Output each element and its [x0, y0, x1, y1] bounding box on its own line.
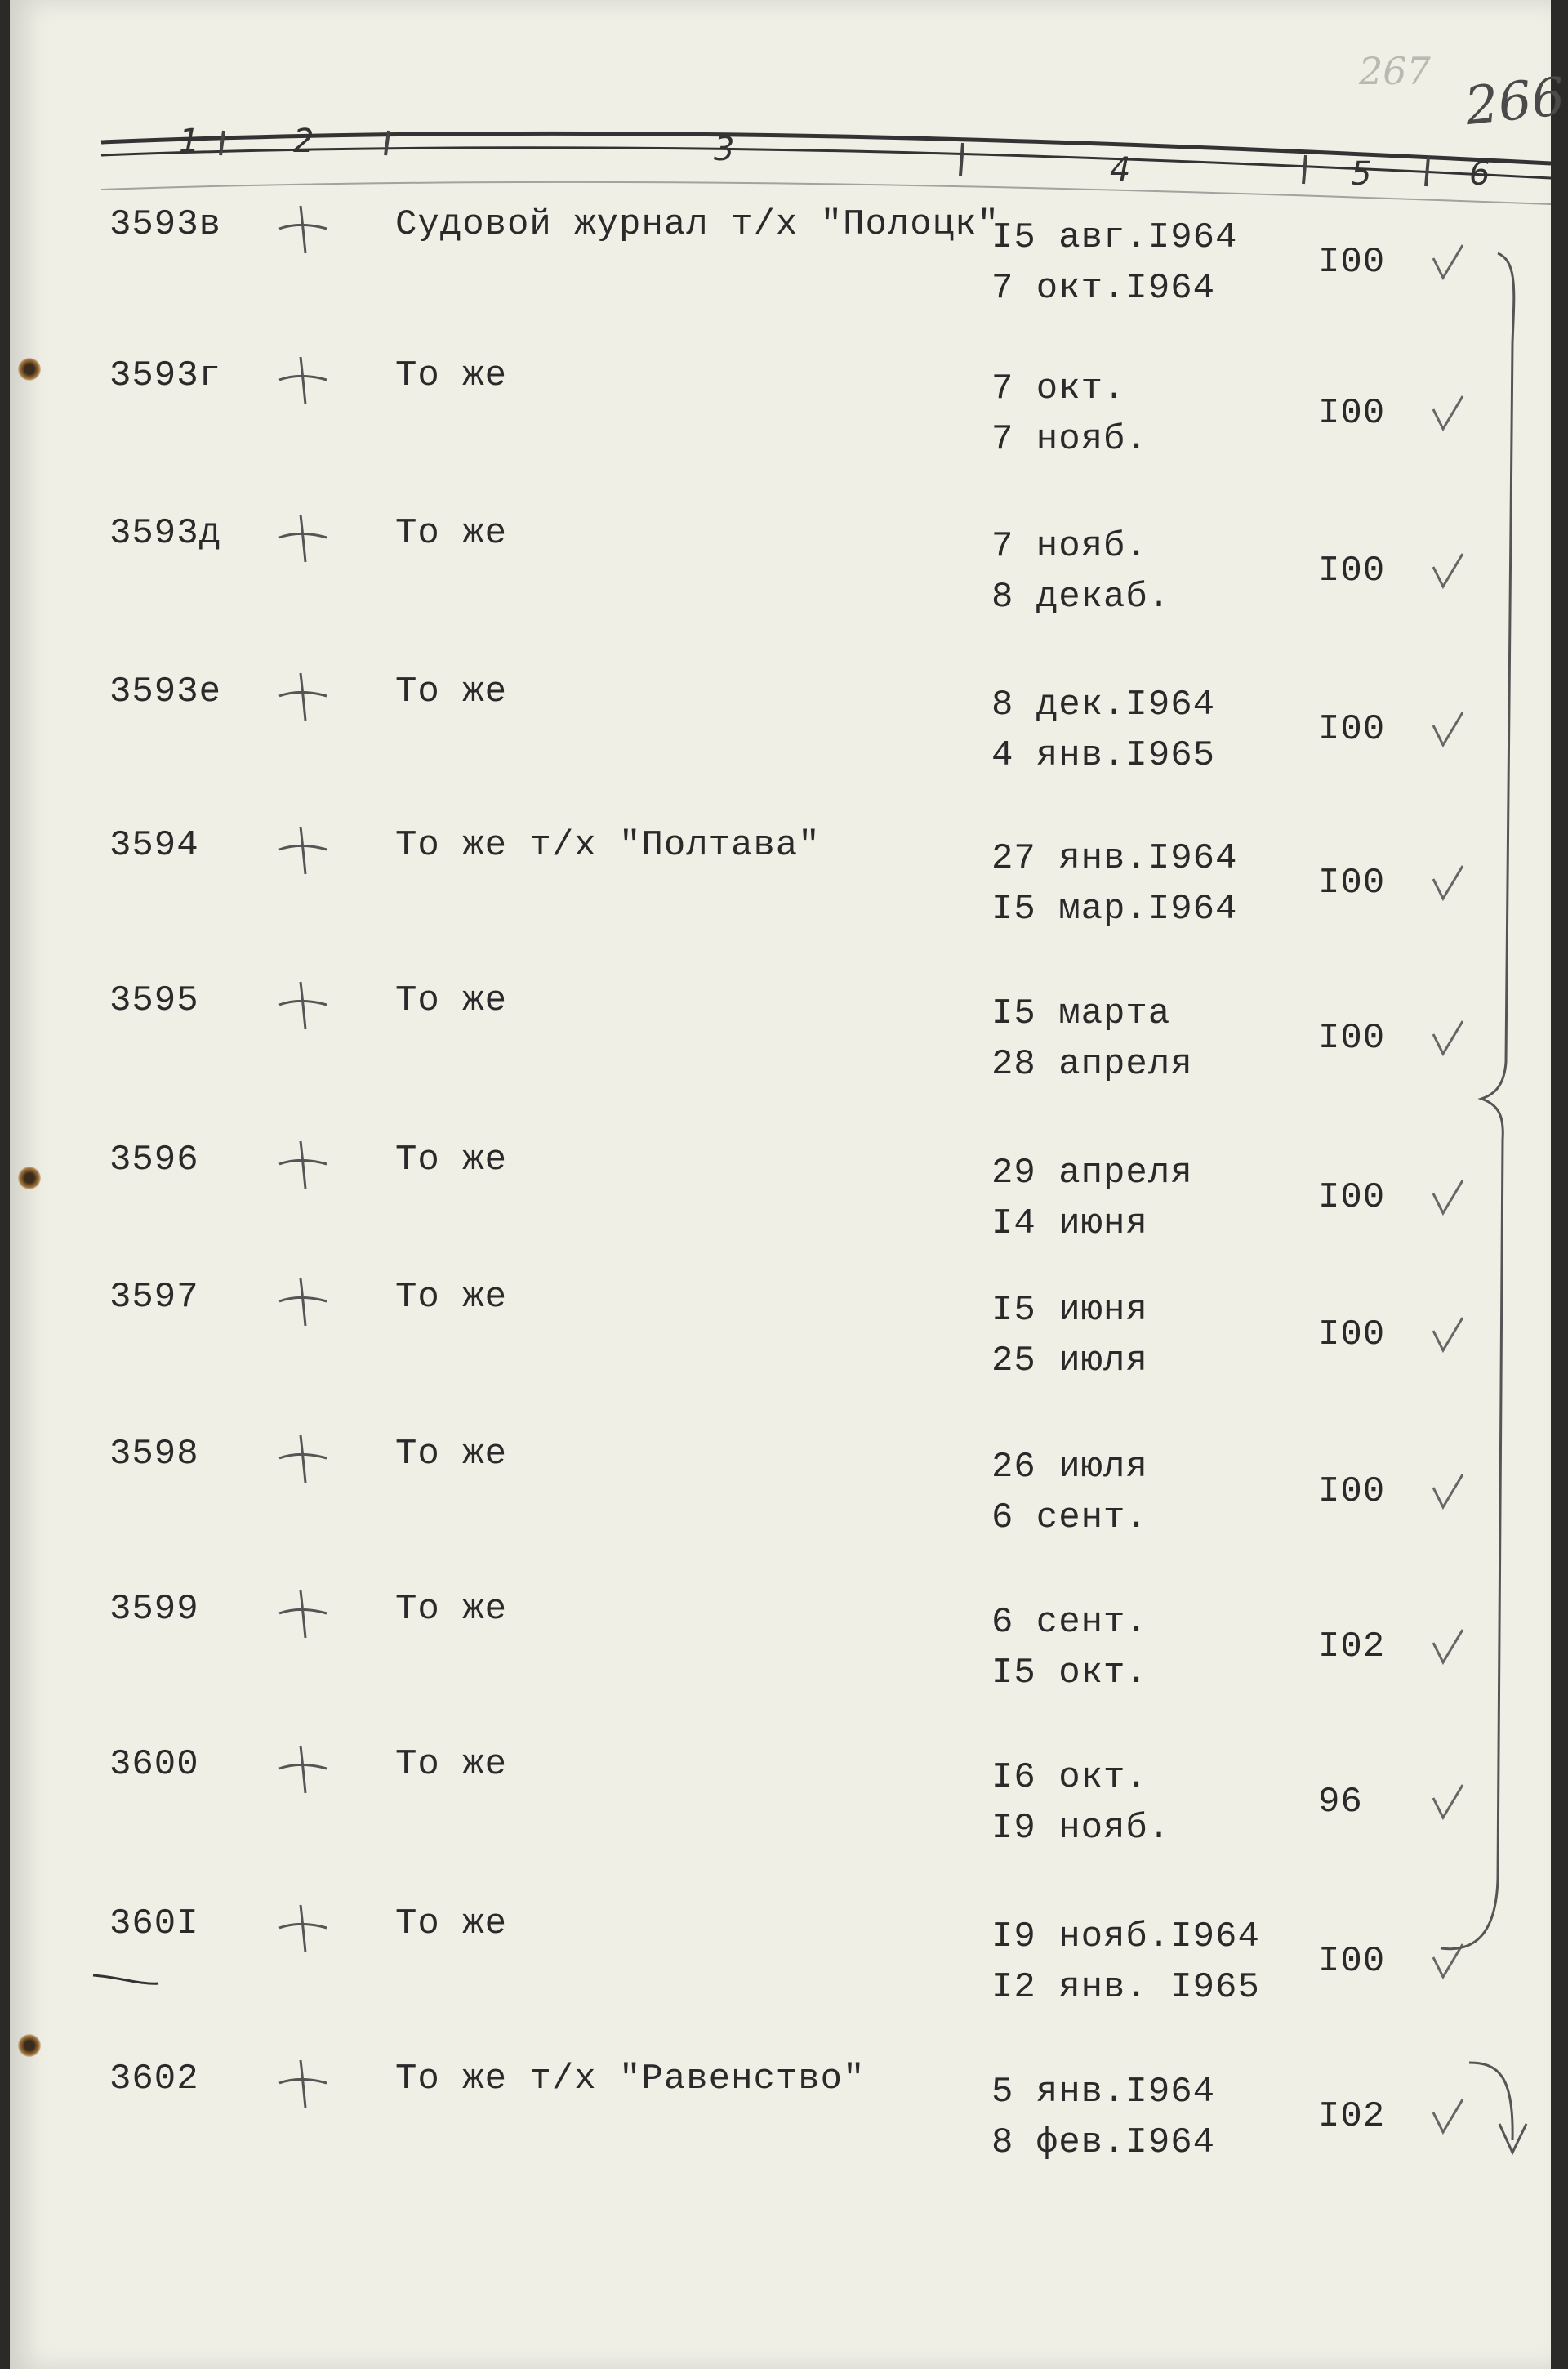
record-date-end: 25 июля	[991, 1341, 1148, 1381]
record-date-start: 8 дек.I964	[991, 685, 1216, 725]
cross-mark-icon	[273, 199, 330, 257]
cross-mark-icon	[273, 975, 330, 1033]
record-title: То же	[395, 1434, 508, 1474]
record-date-start: I5 июня	[991, 1290, 1148, 1331]
cross-mark-icon	[273, 667, 330, 724]
record-title: То же т/х "Равенство"	[395, 2059, 866, 2099]
record-sheet-count: I00	[1318, 709, 1386, 750]
record-date-start: I5 марта	[991, 993, 1171, 1034]
binding-hole	[18, 358, 41, 381]
record-number: 3596	[109, 1140, 199, 1180]
record-number: 3593г	[109, 355, 222, 396]
record-sheet-count: I00	[1318, 242, 1386, 283]
record-number: 3593в	[109, 204, 222, 245]
record-sheet-count: I00	[1318, 1471, 1386, 1512]
record-date-end: 7 окт.I964	[991, 268, 1216, 309]
record-sheet-count: I00	[1318, 1177, 1386, 1218]
check-mark-icon	[1428, 863, 1469, 903]
record-row	[11, 980, 1551, 1135]
column-header-2: 2	[293, 123, 314, 160]
record-title: Судовой журнал т/х "Полоцк"	[395, 204, 1000, 245]
record-sheet-count: I00	[1318, 551, 1386, 591]
record-number: 3593е	[109, 671, 222, 712]
table-header-rule	[11, 0, 1551, 212]
record-title: То же	[395, 1140, 508, 1180]
record-number: 3597	[109, 1277, 199, 1318]
record-title: То же	[395, 1744, 508, 1785]
record-date-start: I6 окт.	[991, 1757, 1148, 1798]
check-mark-icon	[1428, 551, 1469, 591]
check-mark-icon	[1428, 1941, 1469, 1982]
record-title: То же	[395, 980, 508, 1021]
record-date-start: 26 июля	[991, 1447, 1148, 1488]
record-row	[11, 1903, 1551, 2059]
column-header-1: 1	[179, 123, 200, 160]
record-sheet-count: 96	[1318, 1782, 1363, 1822]
cross-mark-icon	[273, 820, 330, 877]
record-date-end: I9 нояб.	[991, 1808, 1171, 1849]
record-number: 3598	[109, 1434, 199, 1474]
record-title: То же	[395, 513, 508, 554]
column-header-4: 4	[1110, 151, 1131, 189]
check-mark-icon	[1428, 1177, 1469, 1218]
record-number: 360I	[109, 1903, 199, 1944]
record-date-end: I2 янв. I965	[991, 1967, 1260, 2008]
record-number: 3593д	[109, 513, 222, 554]
archive-page	[10, 0, 1568, 2369]
record-date-start: I5 авг.I964	[991, 217, 1238, 258]
check-mark-icon	[1428, 1626, 1469, 1667]
cross-mark-icon	[273, 1135, 330, 1192]
record-sheet-count: I00	[1318, 1314, 1386, 1355]
record-date-end: 6 сент.	[991, 1497, 1148, 1538]
record-title: То же	[395, 1589, 508, 1630]
record-number: 3599	[109, 1589, 199, 1630]
record-date-start: 6 сент.	[991, 1602, 1148, 1643]
record-row	[11, 513, 1551, 668]
record-row	[11, 2059, 1551, 2214]
check-mark-icon	[1428, 709, 1469, 750]
record-date-start: 5 янв.I964	[991, 2072, 1216, 2112]
column-header-5: 5	[1351, 155, 1372, 193]
record-date-start: 7 нояб.	[991, 526, 1148, 567]
record-date-start: 7 окт.	[991, 368, 1126, 409]
record-row	[11, 825, 1551, 980]
record-sheet-count: I00	[1318, 1018, 1386, 1059]
record-row	[11, 671, 1551, 827]
record-number: 3600	[109, 1744, 199, 1785]
record-row	[11, 1589, 1551, 1744]
record-date-end: I4 июня	[991, 1203, 1148, 1244]
record-title: То же	[395, 355, 508, 396]
record-title: То же т/х "Полтава"	[395, 825, 821, 866]
record-row	[11, 1434, 1551, 1589]
record-date-end: 8 декаб.	[991, 577, 1171, 618]
faded-page-number: 267	[1359, 49, 1431, 93]
record-number: 3595	[109, 980, 199, 1021]
record-date-end: 28 апреля	[991, 1044, 1193, 1085]
record-number: 3602	[109, 2059, 199, 2099]
record-date-start: I9 нояб.I964	[991, 1916, 1260, 1957]
record-sheet-count: I00	[1318, 863, 1386, 903]
check-mark-icon	[1428, 393, 1469, 434]
check-mark-icon	[1428, 2096, 1469, 2137]
column-header-6: 6	[1469, 155, 1490, 193]
cross-mark-icon	[273, 2054, 330, 2111]
record-date-end: 7 нояб.	[991, 419, 1148, 460]
record-row	[11, 1140, 1551, 1295]
check-mark-icon	[1428, 1471, 1469, 1512]
record-number: 3594	[109, 825, 199, 866]
check-mark-icon	[1428, 1018, 1469, 1059]
column-header-3: 3	[714, 131, 735, 168]
cross-mark-icon	[273, 508, 330, 565]
cross-mark-icon	[273, 1429, 330, 1486]
cross-mark-icon	[273, 1898, 330, 1956]
cross-mark-icon	[273, 1739, 330, 1796]
record-date-end: 4 янв.I965	[991, 735, 1216, 776]
record-sheet-count: I00	[1318, 1941, 1386, 1982]
check-mark-icon	[1428, 242, 1469, 283]
record-row	[11, 204, 1551, 359]
record-date-end: 8 фев.I964	[991, 2122, 1216, 2163]
binding-hole	[18, 1167, 41, 1189]
record-row	[11, 355, 1551, 511]
record-sheet-count: I00	[1318, 393, 1386, 434]
record-date-start: 27 янв.I964	[991, 838, 1238, 879]
record-row	[11, 1744, 1551, 1899]
page-number: 266	[1462, 66, 1568, 138]
record-date-end: I5 окт.	[991, 1653, 1148, 1693]
record-title: То же	[395, 671, 508, 712]
cross-mark-icon	[273, 350, 330, 408]
binding-hole	[18, 2034, 41, 2057]
record-row	[11, 1277, 1551, 1432]
record-date-start: 29 апреля	[991, 1153, 1193, 1193]
record-date-end: I5 мар.I964	[991, 889, 1238, 930]
record-title: То же	[395, 1277, 508, 1318]
cross-mark-icon	[273, 1272, 330, 1329]
cross-mark-icon	[273, 1584, 330, 1641]
record-sheet-count: I02	[1318, 2096, 1386, 2137]
record-title: То же	[395, 1903, 508, 1944]
check-mark-icon	[1428, 1782, 1469, 1822]
check-mark-icon	[1428, 1314, 1469, 1355]
record-sheet-count: I02	[1318, 1626, 1386, 1667]
